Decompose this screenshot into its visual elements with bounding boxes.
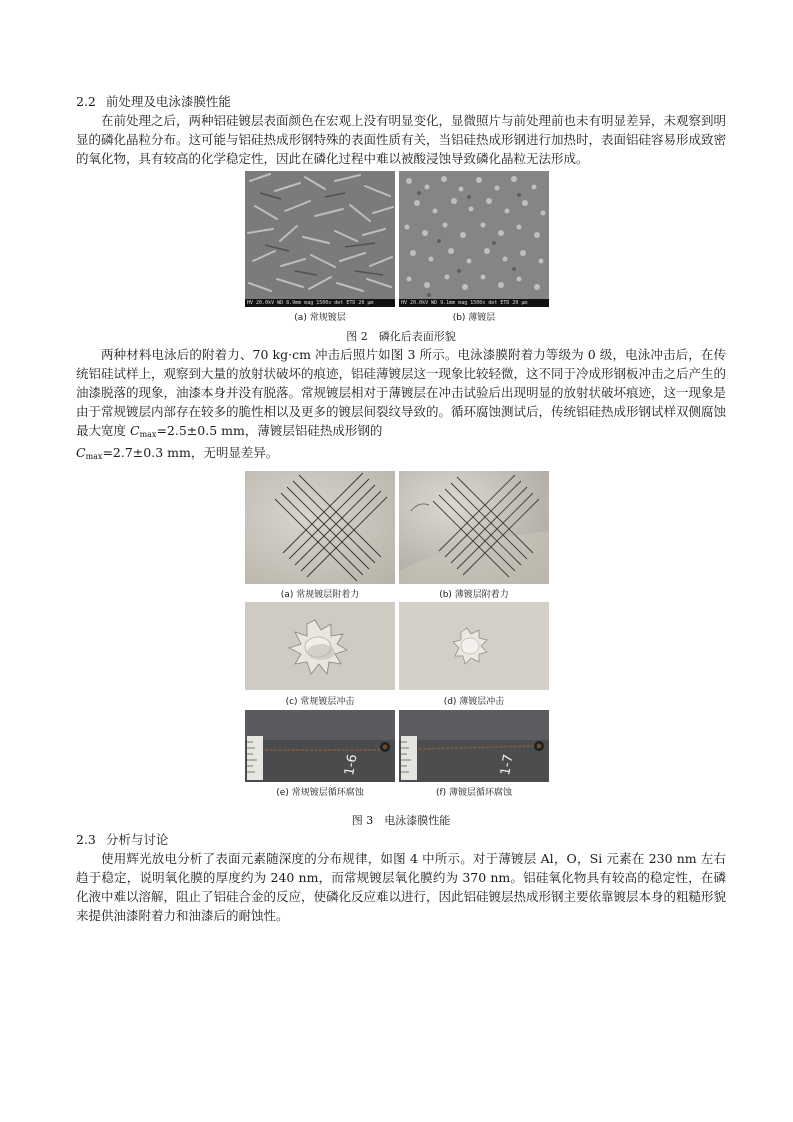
impact-photo [399, 602, 549, 690]
cmax-subscript: max [85, 452, 103, 462]
subfigure-label-f: (f) 薄镀层循环腐蚀 [435, 788, 513, 799]
crosshatch-photo [245, 471, 395, 584]
paragraph-text-continued [76, 444, 726, 467]
paragraph-text: 使用辉光放电分析了表面元素随深度的分布规律，如图 4 中所示。对于薄镀层 Al，O，Si 元素在 230 nm 左右趋于稳定，说明氧化膜的厚度约为 240 nm，而常规镀层氧化膜约为 370 nm。铝硅氧化物具有较高的稳定性，在磷化液中难以溶解，阻止了铝硅合金的反应，使磷化反应难以进行，因此铝硅镀层热成形钢主要依靠镀层本身的粗糙形貌来提供油漆附着力和油漆后的耐蚀性。 [76, 851, 727, 923]
cmax-value-thin: =2.7±0.3 mm，无明显差异。 [102, 445, 279, 461]
photo-adhesion-thin [399, 471, 549, 584]
photo-impact-conventional [245, 602, 395, 690]
paper-page [76, 92, 726, 925]
section-number: 2.2 [76, 94, 96, 109]
subfigure-label-a: (a) 常规镀层 [294, 313, 346, 324]
subfigure-label-d: (d) 薄镀层冲击 [443, 697, 505, 708]
subfigure-label-a: (a) 常规镀层附着力 [280, 590, 360, 601]
figure-3-caption: 图 3 电泳漆膜性能 [351, 814, 451, 828]
sem-image-thin [399, 171, 549, 307]
cmax-symbol: C [129, 422, 140, 438]
subfigure-label-c: (c) 常规镀层冲击 [285, 697, 355, 708]
sem-texture-fibrous [245, 171, 395, 307]
subfigure-label-b: (b) 薄镀层附着力 [439, 590, 509, 601]
cmax-subscript: max [139, 429, 157, 439]
corrosion-photo [399, 710, 549, 782]
subfigure-label-e: (e) 常规镀层循环腐蚀 [276, 788, 364, 799]
cmax-symbol: C [76, 445, 86, 461]
sem-texture-granular [399, 171, 549, 307]
corrosion-photo [245, 710, 395, 782]
impact-photo [245, 602, 395, 690]
section-number: 2.3 [76, 832, 96, 848]
paragraph-sentence: 两种材料电泳后的附着力、70 kg·cm 冲击后照片如图 3 所示。电泳漆膜附着力等级为 0 级，电泳冲击后，在传统铝硅试样上，观察到大量的放射状破坏的痕迹，铝硅薄镀层这一现象比较轻微，这不同于冷成形钢板冲击之后产生的油漆脱落的现象，油漆本身并没有脱落。常规镀层相对于薄镀层在冲击试验后出现明显的放射状破坏痕迹，这一现象是由于常规镀层内部存在较多的脆性相以及更多的镀层间裂纹导致的。循环腐蚀测试后，传统铝硅热成形钢试样双侧腐蚀最大宽度 [76, 347, 727, 438]
photo-corrosion-conventional [245, 710, 395, 782]
sample-mark: 1-7 [498, 753, 517, 777]
paragraph-coating-performance [76, 346, 726, 467]
photo-adhesion-conventional [245, 471, 395, 584]
section-title: 前处理及电泳漆膜性能 [105, 94, 231, 109]
figure-2-caption: 图 2 磷化后表面形貌 [346, 330, 456, 344]
paragraph-analysis [76, 850, 726, 925]
section-title: 分析与讨论 [105, 832, 169, 848]
cmax-value-conventional: =2.5±0.5 mm，薄镀层铝硅热成形钢的 [156, 422, 383, 438]
sem-image-conventional [245, 171, 395, 307]
sem-info-bar: HV 20.0kV WD 9.1mm mag 1500x det ETD 20 μm [399, 299, 549, 307]
figure-3 [76, 471, 726, 811]
sem-info-bar: HV 20.0kV WD 8.9mm mag 1500x det ETD 20 μm [245, 299, 395, 307]
subfigure-label-b: (b) 薄镀层 [452, 313, 496, 324]
section-heading-2-2 [76, 92, 726, 112]
paragraph-text: 在前处理之后，两种铝硅镀层表面颜色在宏观上没有明显变化，显微照片与前处理前也未有明显差异，未观察到明显的磷化晶粒分布。这可能与铝硅热成形钢特殊的表面性质有关，当铝硅热成形钢进行加热时，表面铝硅容易形成致密的氧化物，具有较高的化学稳定性，因此在磷化过程中难以被酸浸蚀导致磷化晶粒无法形成。 [76, 113, 727, 166]
figure-2 [76, 171, 726, 327]
section-heading-2-3 [76, 830, 726, 850]
paragraph-pretreatment [76, 112, 726, 168]
crosshatch-photo [399, 471, 549, 584]
photo-corrosion-thin [399, 710, 549, 782]
paragraph-text [76, 346, 726, 444]
sample-mark: 1-6 [342, 753, 361, 777]
photo-impact-thin [399, 602, 549, 690]
